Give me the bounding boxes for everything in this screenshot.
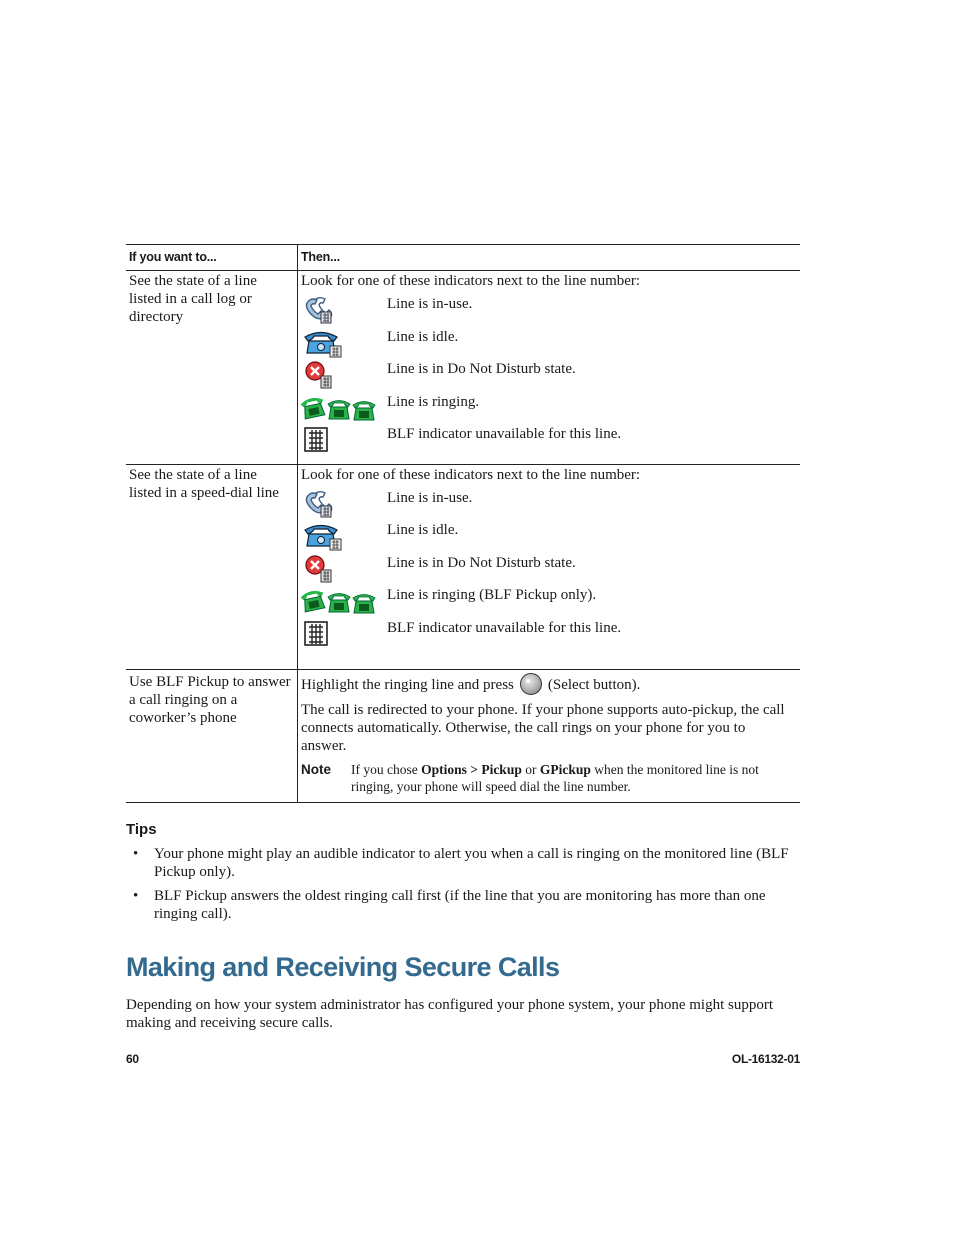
indicator-text: Line is ringing (BLF Pickup only). [387,587,597,603]
action-cell [298,464,801,670]
indicator-text: Line is ringing. [387,393,480,410]
pickup-instruction-after: (Select button). [547,677,641,693]
indicator-text: Line is in-use. [387,296,473,312]
table-row [126,464,800,670]
indicator-item [301,619,792,652]
indicator-item [301,554,792,587]
indicator-text: BLF indicator unavailable for this line. [387,619,622,636]
blf-unavailable-icon [301,425,387,455]
tip-text: Your phone might play an audible indicator to alert you when a call is ringing on the monitored line (BLF Pickup only). [154,846,789,880]
indicator-item [301,425,792,458]
blf-unavailable-icon [301,619,387,649]
tips-heading: Tips [126,821,157,838]
pickup-instruction-before: Highlight the ringing line and press [301,677,514,693]
indicator-table [126,244,800,803]
note-text-part: or [521,762,540,777]
note-softkey: GPickup [539,762,591,777]
indicator-text: Line is in-use. [387,489,473,506]
indicator-item [301,393,792,426]
page-number: 60 [126,1052,139,1066]
indicator-item [301,360,792,393]
indicator-text: Line is idle. [387,522,459,538]
note-menu-path: Options > Pickup [421,762,522,777]
pickup-description: The call is redirected to your phone. If your phone supports auto-pickup, the call connects automatically. Otherwise, the call rings on your phone for you to answer. [301,702,785,754]
table-row [126,670,800,803]
indicator-item [301,295,792,328]
bullet: • [133,888,139,904]
line-idle-icon [301,328,387,358]
line-ringing-icon [301,393,387,423]
indicator-list [301,295,792,458]
note-text-part: If you chose [351,762,422,777]
column-header-task: If you want to... [126,245,298,271]
indicator-item [301,586,792,619]
do-not-disturb-icon [301,360,387,390]
column-header-action: Then... [298,245,801,271]
list-item [126,887,800,923]
indicator-text: Line is in Do Not Disturb state. [387,554,576,571]
action-cell [298,670,801,803]
line-in-use-icon [301,295,387,325]
section-intro: Depending on how your system administrator has configured your phone system, your phone might support making and receiving secure calls. [126,997,773,1031]
indicator-item [301,489,792,522]
task-cell: See the state of a line listed in a speed-dial line [126,464,298,670]
list-item [126,845,800,881]
action-cell [298,271,801,465]
section-title: Making and Receiving Secure Calls [126,952,560,982]
indicator-text: Line is idle. [387,328,459,345]
table-header-row [126,245,800,271]
select-button-icon [520,673,542,695]
bullet: • [133,846,139,862]
task-cell: See the state of a line listed in a call log or directory [126,271,298,465]
indicator-text: BLF indicator unavailable for this line. [387,426,622,442]
indicator-lead: Look for one of these indicators next to the line number: [301,466,641,483]
tip-text: BLF Pickup answers the oldest ringing call first (if the line that you are monitoring has more than one ringing call). [154,888,766,922]
tips-list [126,845,800,929]
pickup-instruction [301,673,792,695]
do-not-disturb-icon [301,554,387,584]
note-text [351,761,792,795]
document-id: OL-16132-01 [731,1052,800,1066]
task-cell: Use BLF Pickup to answer a call ringing on a coworker’s phone [126,670,298,803]
line-idle-icon [301,521,387,551]
note-text-part: when the monitored line is not ringing, your phone will speed dial the line number. [351,762,759,794]
indicator-item [301,328,792,361]
indicator-lead: Look for one of these indicators next to the line number: [301,273,641,289]
line-in-use-icon [301,489,387,519]
line-ringing-icon [301,586,387,616]
note-label: Note [301,762,331,777]
indicator-item [301,521,792,554]
table-row [126,271,800,465]
indicator-text: Line is in Do Not Disturb state. [387,361,576,377]
note-block [301,761,792,795]
indicator-list [301,489,792,652]
